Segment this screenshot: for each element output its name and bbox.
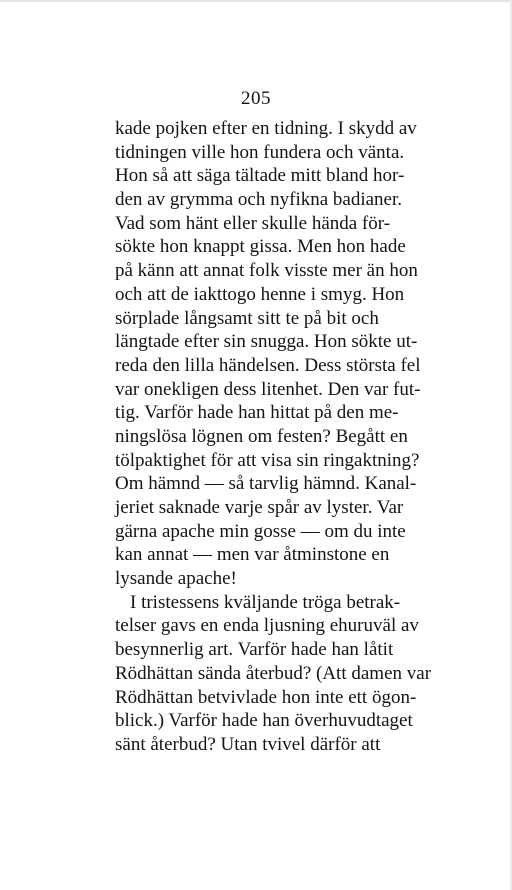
text-line: besynnerlig art. Varför hade han låtit: [115, 639, 394, 661]
text-line: var onekligen dess litenhet. Den var fut-: [115, 378, 421, 400]
text-line: och att de iakttogo henne i smyg. Hon: [115, 283, 405, 305]
text-line: jeriet saknade varje spår av lyster. Var: [115, 497, 404, 518]
text-line: på känn att annat folk visste mer än hon: [115, 260, 418, 282]
text-line: blick.) Varför hade han överhuvudtaget: [115, 710, 413, 732]
text-line: Hon så att säga tältade mitt bland hor-: [115, 165, 405, 187]
text-line: Vad som hänt eller skulle hända för-: [115, 212, 391, 234]
page-number: 205: [241, 88, 271, 109]
text-line: sänt återbud? Utan tvivel därför att: [115, 733, 381, 755]
text-line: den av grymma och nyfikna badianer.: [115, 189, 403, 211]
body-text: [115, 117, 432, 757]
paragraph-start-line: I tristessens kväljande tröga betrak-: [130, 591, 401, 613]
text-line: Om hämnd — så tarvlig hämnd. Kanal-: [115, 473, 417, 495]
paragraph-end-line: lysande apache!: [115, 568, 237, 590]
text-line: tölpaktighet för att visa sin ringaktning?: [115, 449, 420, 471]
text-line: reda den lilla händelsen. Dess största fel: [115, 354, 421, 376]
text-line: Rödhättan betvivlade hon inte ett ögon-: [115, 686, 417, 708]
text-line: kan annat — men var åtminstone en: [115, 544, 390, 566]
text-line: tidningen ville hon fundera och vänta.: [115, 141, 405, 163]
text-line: kade pojken efter en tidning. I skydd av: [115, 118, 417, 139]
text-line: sökte hon knappt gissa. Men hon hade: [115, 236, 406, 258]
text-line: gärna apache min gosse — om du inte: [115, 520, 406, 542]
text-line: tig. Varför hade han hittat på den me-: [115, 402, 399, 424]
text-line: sörplade långsamt sitt te på bit och: [115, 307, 379, 329]
text-line: längtade efter sin snugga. Hon sökte ut-: [115, 331, 418, 353]
text-line: Rödhättan sända återbud? (Att damen var: [115, 662, 432, 684]
text-line: telser gavs en enda ljusning ehuruväl av: [115, 615, 419, 637]
scan-edge-top: [0, 0, 512, 2]
text-line: ningslösa lögnen om festen? Begått en: [115, 425, 408, 447]
